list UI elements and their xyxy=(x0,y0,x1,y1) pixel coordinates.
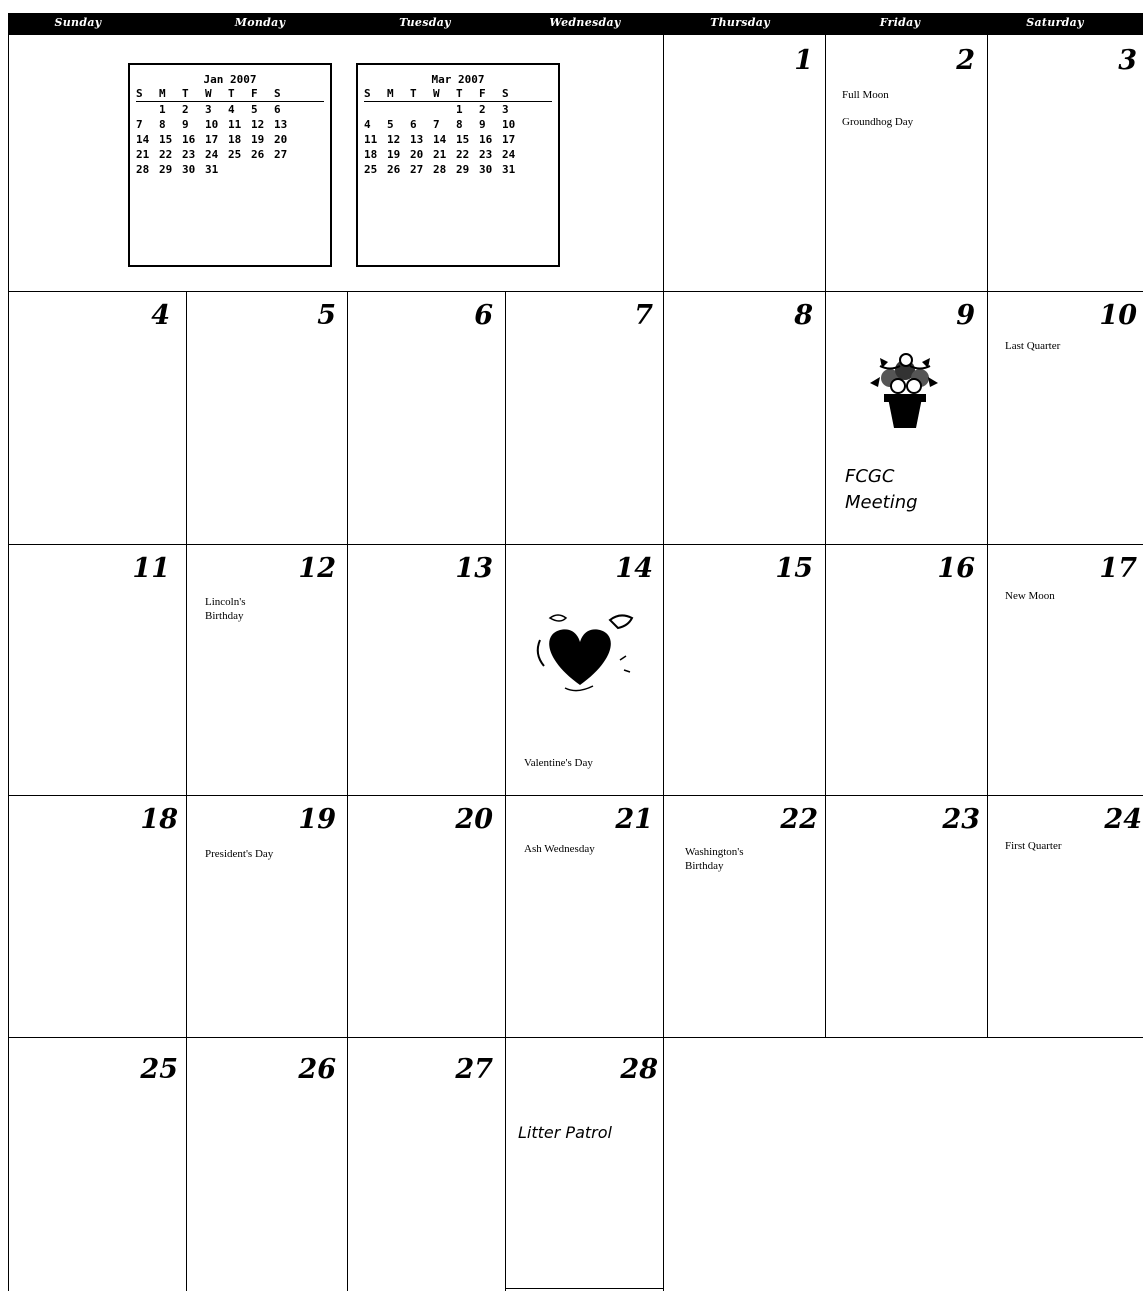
day-number: 20 xyxy=(455,804,493,835)
day-number: 22 xyxy=(780,804,818,835)
mini-calendar-mar-2007 xyxy=(356,63,560,267)
event-presidents-day: President's Day xyxy=(205,848,274,860)
mini-calendar-week: 7 8 9 10 11 12 13 xyxy=(136,118,288,131)
day-number: 12 xyxy=(298,553,336,584)
day-number: 19 xyxy=(298,804,336,835)
mini-calendar-title: Jan 2007 xyxy=(203,73,257,86)
event-litter-patrol: Litter Patrol xyxy=(518,1123,612,1142)
day-number: 27 xyxy=(455,1054,493,1085)
day-number: 17 xyxy=(1099,553,1137,584)
day-number: 9 xyxy=(956,300,975,331)
weekday-letter: M xyxy=(159,87,166,100)
event-first-quarter: First Quarter xyxy=(1005,840,1062,852)
mini-calendar-week: 18 19 20 21 22 23 24 xyxy=(364,148,516,161)
day-number: 10 xyxy=(1099,300,1137,331)
day-number: 3 xyxy=(1118,45,1137,76)
header-thursday: Thursday xyxy=(710,16,770,29)
day-number: 18 xyxy=(140,804,178,835)
header-saturday: Saturday xyxy=(1026,16,1084,29)
mini-calendar-week: 1 2 3 xyxy=(456,103,509,116)
weekday-letter: W xyxy=(205,87,212,100)
weekday-letter: F xyxy=(479,87,486,100)
weekday-letter: T xyxy=(182,87,189,100)
day-number: 11 xyxy=(132,553,170,584)
event-new-moon: New Moon xyxy=(1005,590,1055,602)
day-number: 15 xyxy=(775,553,813,584)
weekday-letter: S xyxy=(364,87,371,100)
event-last-quarter: Last Quarter xyxy=(1005,340,1061,352)
day-number: 7 xyxy=(634,300,653,331)
day-number: 21 xyxy=(615,804,653,835)
event-fcgc-line1: FCGC xyxy=(845,466,895,487)
mini-calendar-weekdays xyxy=(136,86,324,102)
day-number: 24 xyxy=(1104,804,1142,835)
header-friday: Friday xyxy=(879,16,921,29)
day-number: 1 xyxy=(794,45,813,76)
event-washington-line2: Birthday xyxy=(685,860,724,872)
event-lincoln-line1: Lincoln's xyxy=(205,596,246,608)
event-lincoln-line2: Birthday xyxy=(205,610,244,622)
weekday-letter: S xyxy=(274,87,281,100)
day-number: 26 xyxy=(298,1054,336,1085)
mini-calendar-week: 25 26 27 28 29 30 31 xyxy=(364,163,516,176)
day-number: 16 xyxy=(937,553,975,584)
weekday-letter: M xyxy=(387,87,394,100)
event-washington-line1: Washington's xyxy=(685,846,744,858)
mini-calendar-title: Mar 2007 xyxy=(431,73,485,86)
flower-pot-icon xyxy=(850,338,960,433)
day-number: 23 xyxy=(942,804,980,835)
weekday-letter: W xyxy=(433,87,440,100)
event-valentines-day: Valentine's Day xyxy=(524,757,593,769)
day-number: 5 xyxy=(317,300,336,331)
day-number: 25 xyxy=(140,1054,178,1085)
weekday-letter: T xyxy=(456,87,463,100)
day-number: 13 xyxy=(455,553,493,584)
event-full-moon: Full Moon xyxy=(842,89,889,101)
weekday-letter: F xyxy=(251,87,258,100)
event-ash-wednesday: Ash Wednesday xyxy=(524,843,595,855)
event-fcgc-line2: Meeting xyxy=(845,492,918,513)
heart-icon xyxy=(520,600,650,700)
day-number: 4 xyxy=(151,300,170,331)
header-monday: Monday xyxy=(234,16,286,29)
mini-calendar-weekdays xyxy=(364,86,552,102)
mini-calendar-week: 1 2 3 4 5 6 xyxy=(159,103,281,116)
mini-calendar-week: 4 5 6 7 8 9 10 xyxy=(364,118,516,131)
mini-calendar-week: 14 15 16 17 18 19 20 xyxy=(136,133,288,146)
weekday-letter: S xyxy=(502,87,509,100)
weekday-letter: T xyxy=(228,87,235,100)
weekday-letter: T xyxy=(410,87,417,100)
day-number: 14 xyxy=(615,553,653,584)
header-wednesday: Wednesday xyxy=(549,16,621,29)
day-number: 6 xyxy=(474,300,493,331)
day-number: 28 xyxy=(620,1054,658,1085)
day-number: 2 xyxy=(956,45,975,76)
header-tuesday: Tuesday xyxy=(399,16,451,29)
header-sunday: Sunday xyxy=(54,16,102,29)
event-groundhog-day: Groundhog Day xyxy=(842,116,914,128)
mini-calendar-week: 21 22 23 24 25 26 27 xyxy=(136,148,288,161)
day-number: 8 xyxy=(794,300,813,331)
weekday-letter: S xyxy=(136,87,143,100)
mini-calendar-week: 11 12 13 14 15 16 17 xyxy=(364,133,516,146)
mini-calendar-jan-2007 xyxy=(128,63,332,267)
mini-calendar-week: 28 29 30 31 xyxy=(136,163,219,176)
